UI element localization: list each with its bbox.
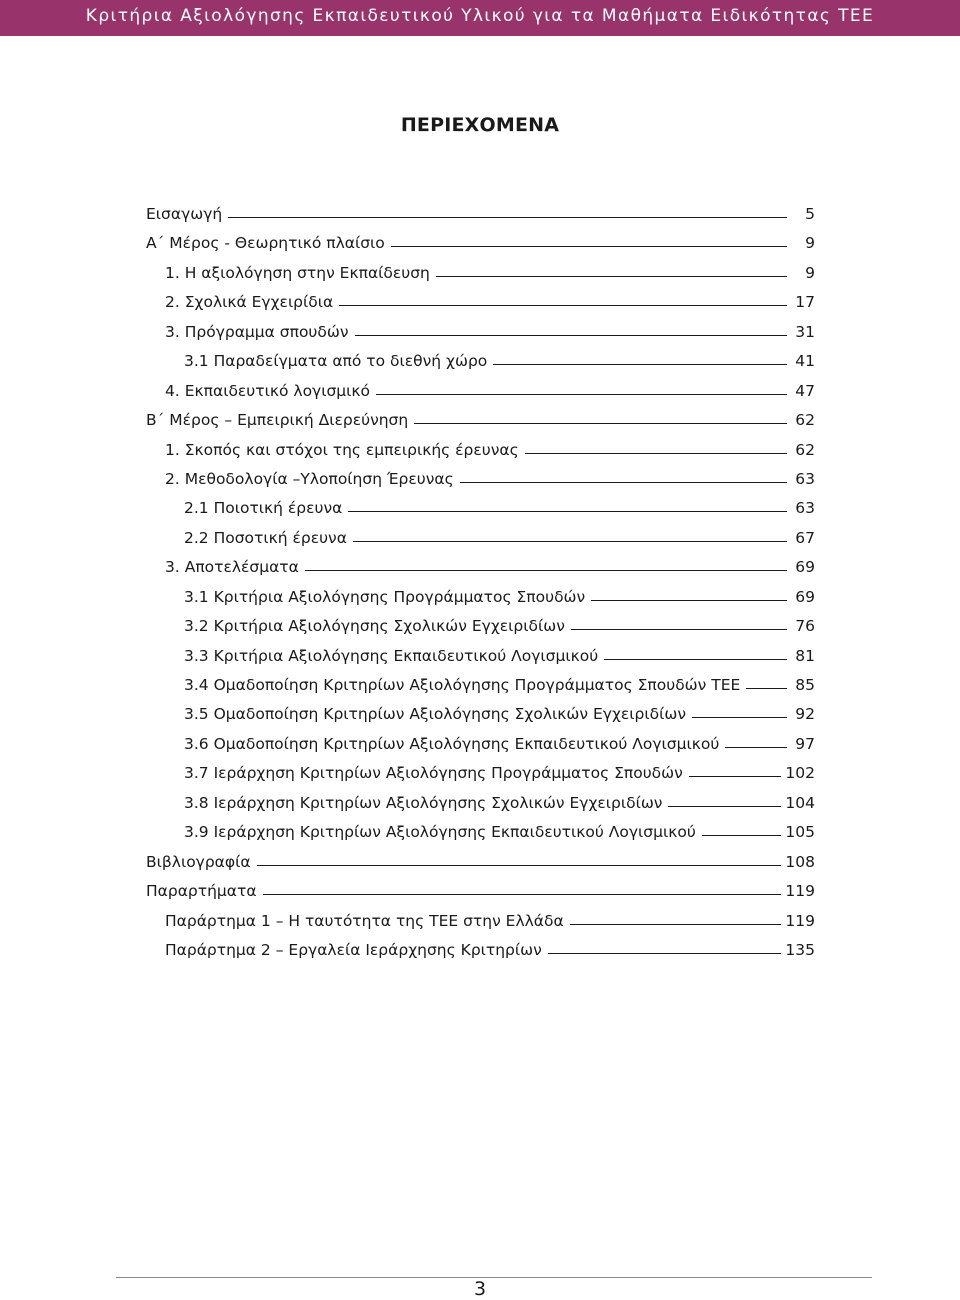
toc-entry-label: 2. Σχολικά Εγχειρίδια: [165, 293, 334, 312]
toc-entry-label: 3.4 Ομαδοποίηση Κριτηρίων Αξιολόγησης Προγράμματος Σπουδών ΤΕΕ: [184, 676, 741, 694]
toc-leader-line: [702, 835, 782, 836]
toc-entry[interactable]: [146, 912, 815, 941]
toc-heading: ΠΕΡΙΕΧΟΜΕΝΑ: [400, 114, 560, 136]
toc-entry-page: 63: [795, 469, 815, 488]
toc-leader-line: [493, 364, 787, 365]
toc-leader-line: [570, 924, 782, 925]
toc-entry[interactable]: [146, 293, 815, 322]
toc-entry[interactable]: [146, 764, 815, 793]
toc-leader-line: [525, 453, 787, 454]
toc-entry-page: 69: [795, 558, 815, 577]
toc-entry-label: 3.1 Παραδείγματα από το διεθνή χώρο: [184, 352, 488, 371]
toc-entry[interactable]: [146, 411, 815, 440]
toc-entry[interactable]: [146, 529, 815, 558]
toc-leader-line: [725, 747, 787, 748]
toc-entry-label: 3.3 Κριτήρια Αξιολόγησης Εκπαιδευτικού Λογισμικού: [184, 646, 599, 665]
toc-entry[interactable]: [146, 470, 815, 499]
toc-entry[interactable]: [146, 794, 815, 823]
toc-entry-label: Παραρτήματα: [146, 882, 257, 901]
toc-leader-line: [376, 394, 787, 395]
toc-entry-label: 1. Η αξιολόγηση στην Εκπαίδευση: [165, 263, 430, 282]
toc-entry-page: 92: [795, 705, 815, 724]
toc-entry-page: 102: [785, 764, 815, 783]
toc-entry-label: Εισαγωγή: [146, 205, 223, 223]
toc-entry-label: 2. Μεθοδολογία –Υλοποίηση Έρευνας: [165, 469, 454, 488]
running-header-title: Κριτήρια Αξιολόγησης Εκπαιδευτικού Υλικού για τα Μαθήματα Ειδικότητας ΤΕΕ: [85, 6, 875, 26]
toc-entry-page: 104: [785, 793, 815, 812]
page-number: 3: [473, 1278, 487, 1300]
toc-entry[interactable]: [146, 823, 815, 852]
toc-entry-page: 9: [805, 263, 815, 282]
toc-entry-page: 105: [785, 823, 815, 842]
toc-entry-label: 3.7 Ιεράρχηση Κριτηρίων Αξιολόγησης Προγράμματος Σπουδών: [184, 764, 683, 783]
toc-entry-page: 5: [805, 205, 815, 223]
toc-entry[interactable]: [146, 558, 815, 587]
toc-leader-line: [604, 659, 787, 660]
toc-entry[interactable]: [146, 705, 815, 734]
table-of-contents: [146, 205, 815, 970]
toc-entry-label: 2.2 Ποσοτική έρευνα: [184, 528, 347, 547]
toc-leader-line: [228, 217, 787, 218]
toc-leader-line: [692, 717, 787, 718]
toc-leader-line: [689, 776, 782, 777]
toc-entry-page: 63: [795, 499, 815, 518]
toc-entry[interactable]: [146, 234, 815, 263]
toc-entry[interactable]: [146, 647, 815, 676]
toc-entry[interactable]: [146, 382, 815, 411]
toc-entry[interactable]: [146, 352, 815, 381]
toc-entry-page: 9: [805, 234, 815, 253]
toc-entry-page: 31: [795, 322, 815, 341]
toc-entry-page: 69: [795, 587, 815, 606]
toc-leader-line: [305, 570, 787, 571]
toc-entry-page: 97: [795, 734, 815, 753]
toc-entry-label: 3. Αποτελέσματα: [165, 558, 299, 577]
toc-entry-label: 1. Σκοπός και στόχοι της εμπειρικής έρευνας: [165, 440, 519, 459]
toc-entry[interactable]: [146, 205, 815, 234]
toc-leader-line: [746, 688, 787, 689]
toc-entry[interactable]: [146, 588, 815, 617]
toc-entry-label: Παράρτημα 2 – Εργαλεία Ιεράρχησης Κριτηρίων: [165, 940, 542, 959]
toc-entry-label: Α΄ Μέρος - Θεωρητικό πλαίσιο: [146, 234, 385, 253]
toc-entry-label: Βιβλιογραφία: [146, 852, 251, 871]
toc-entry-label: 3.5 Ομαδοποίηση Κριτηρίων Αξιολόγησης Σχολικών Εγχειριδίων: [184, 705, 686, 724]
toc-entry-label: 3.8 Ιεράρχηση Κριτηρίων Αξιολόγησης Σχολικών Εγχειριδίων: [184, 793, 663, 812]
toc-entry-label: 3.1 Κριτήρια Αξιολόγησης Προγράμματος Σπουδών: [184, 587, 586, 606]
toc-entry-label: 4. Εκπαιδευτικό λογισμικό: [165, 381, 371, 400]
toc-entry[interactable]: [146, 941, 815, 970]
toc-leader-line: [348, 511, 787, 512]
toc-entry-page: 62: [795, 411, 815, 430]
toc-leader-line: [355, 335, 787, 336]
toc-entry-label: 3.2 Κριτήρια Αξιολόγησης Σχολικών Εγχειριδίων: [184, 617, 565, 636]
toc-entry-label: Β΄ Μέρος – Εμπειρική Διερεύνηση: [146, 411, 409, 430]
toc-leader-line: [460, 482, 787, 483]
toc-leader-line: [391, 246, 787, 247]
toc-entry-label: 3.9 Ιεράρχηση Κριτηρίων Αξιολόγησης Εκπαιδευτικού Λογισμικού: [184, 823, 696, 842]
toc-entry-page: 135: [785, 940, 815, 959]
toc-entry[interactable]: [146, 617, 815, 646]
toc-leader-line: [591, 600, 787, 601]
toc-entry[interactable]: [146, 441, 815, 470]
toc-entry[interactable]: [146, 853, 815, 882]
toc-leader-line: [548, 953, 782, 954]
toc-entry-label: 3.6 Ομαδοποίηση Κριτηρίων Αξιολόγησης Εκπαιδευτικού Λογισμικού: [184, 734, 720, 753]
toc-entry-label: 3. Πρόγραμμα σπουδών: [165, 322, 349, 341]
toc-entry-page: 47: [795, 381, 815, 400]
toc-leader-line: [257, 865, 782, 866]
toc-entry-page: 17: [795, 293, 815, 312]
toc-entry-label: 2.1 Ποιοτική έρευνα: [184, 499, 343, 518]
toc-leader-line: [414, 423, 787, 424]
toc-entry[interactable]: [146, 499, 815, 528]
toc-leader-line: [263, 894, 782, 895]
toc-leader-line: [668, 806, 781, 807]
toc-entry-page: 85: [795, 676, 815, 694]
toc-entry[interactable]: [146, 323, 815, 352]
toc-entry[interactable]: [146, 882, 815, 911]
toc-entry-label: Παράρτημα 1 – Η ταυτότητα της ΤΕΕ στην Ελλάδα: [165, 911, 564, 930]
toc-leader-line: [571, 629, 787, 630]
toc-entry-page: 62: [795, 440, 815, 459]
toc-entry-page: 67: [795, 528, 815, 547]
toc-leader-line: [436, 276, 787, 277]
toc-leader-line: [353, 541, 787, 542]
toc-entry[interactable]: [146, 735, 815, 764]
toc-entry-page: 76: [795, 617, 815, 636]
toc-entry-page: 119: [785, 882, 815, 901]
toc-entry[interactable]: [146, 264, 815, 293]
toc-entry-page: 41: [795, 352, 815, 371]
toc-entry-page: 119: [785, 911, 815, 930]
toc-entry[interactable]: [146, 676, 815, 705]
toc-leader-line: [339, 305, 787, 306]
toc-entry-page: 108: [785, 852, 815, 871]
toc-entry-page: 81: [795, 646, 815, 665]
